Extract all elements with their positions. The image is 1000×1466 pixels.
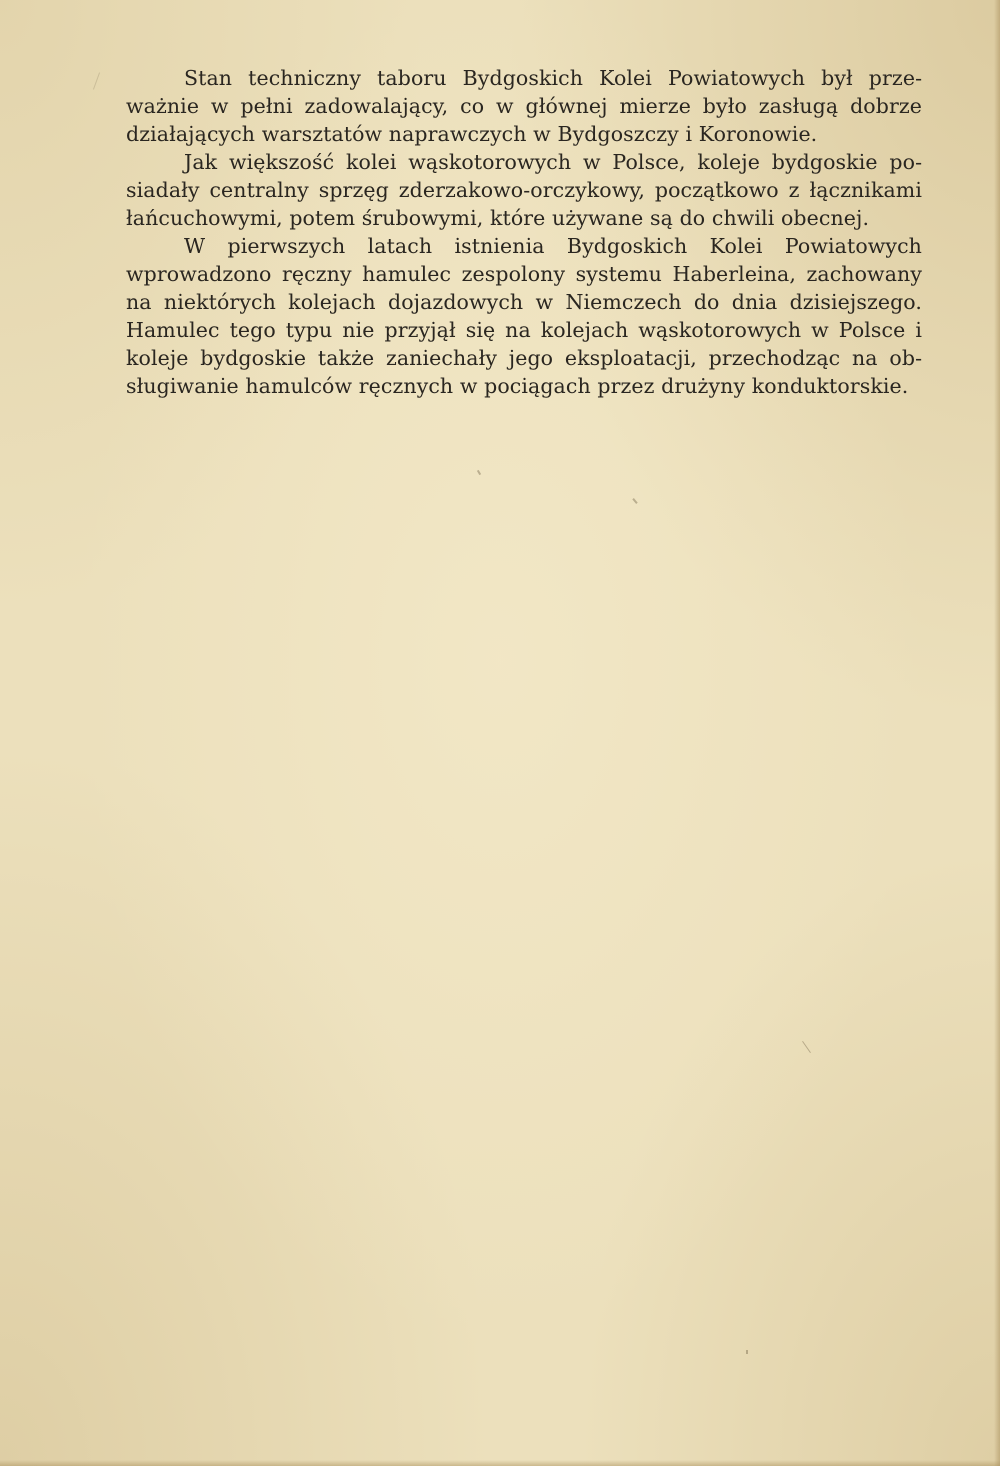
paper-speck [93, 72, 100, 89]
paper-speck [632, 498, 637, 504]
paper-speck [802, 1041, 811, 1053]
page-edge-shadow-bottom [0, 1460, 1000, 1466]
paragraph-brakes: W pierwszych latach istnienia Bydgoskich Kolei Powiatowych wprowadzono ręczny hamulec zespolony systemu Haberleina, zachowany na niektórych kolejach dojazdowych w Niemczech do dnia dzisiejszego. Hamulec tego typu nie przyjął się na kolejach wąskotorowych w Polsce i koleje bydgoskie także zaniechały jego eksploatacji, przechodząc na obsługiwanie hamulców ręcznych w pociągach przez drużyny konduktorskie. [126, 234, 922, 398]
body-text [126, 64, 922, 400]
paper-speck [746, 1350, 748, 1354]
page-edge-shadow-right [994, 0, 1000, 1466]
paragraph-coupling: Jak większość kolei wąskotorowych w Polsce, koleje bydgoskie posiadały centralny sprzęg zderzakowo-orczykowy, początkowo z łącznikami łańcuchowymi, potem śrubowymi, które używane są do chwili obecnej. [126, 150, 922, 230]
paragraph-rolling-stock: Stan techniczny taboru Bydgoskich Kolei Powiatowych był przeważnie w pełni zadowalający, co w głównej mierze było zasługą dobrze działających warsztatów naprawczych w Bydgoszczy i Koronowie. [126, 66, 922, 146]
paper-speck [477, 470, 481, 475]
